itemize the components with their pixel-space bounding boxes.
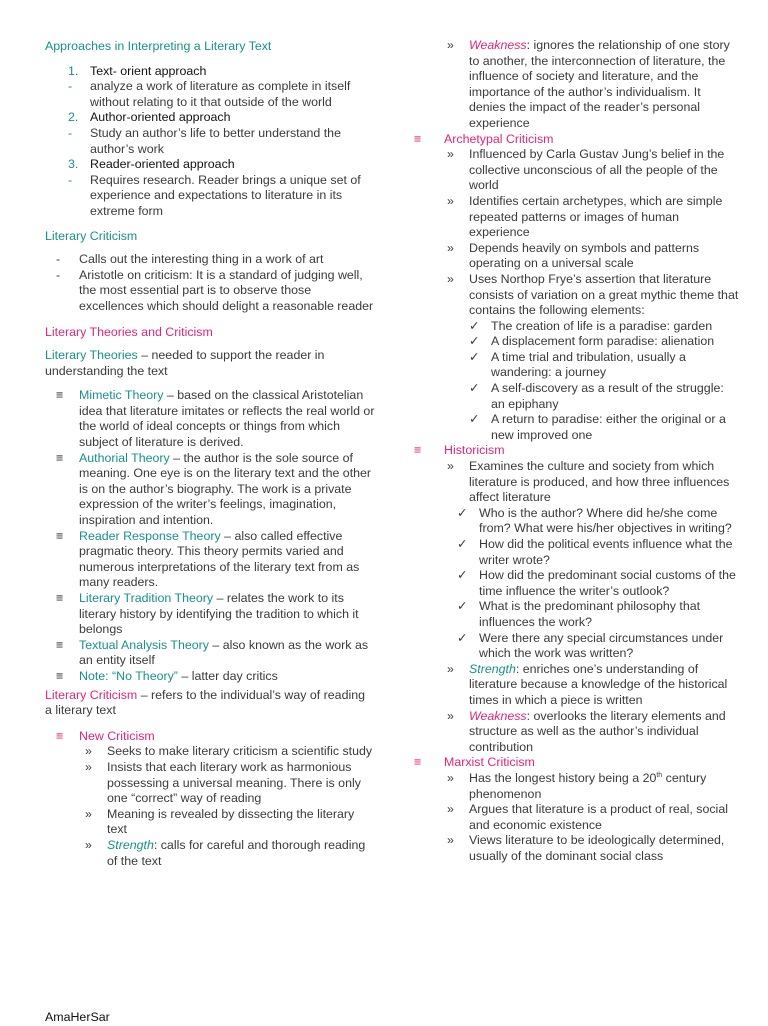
criticism-term: Literary Criticism <box>45 687 138 702</box>
approach-desc: Study an author’s life to better understand the author’s work <box>90 125 341 156</box>
check-item <box>457 631 740 662</box>
dash-marker: - <box>68 125 73 140</box>
theory-name: Reader Response Theory <box>79 528 221 543</box>
square-bullet-icon: ≡ <box>56 637 64 652</box>
check-item-text: A self-discovery as a result of the struggle: an epiphany <box>491 381 724 411</box>
check-icon: ✓ <box>457 568 468 583</box>
list-number: 2. <box>68 110 79 125</box>
theory-name: Mimetic Theory <box>79 388 164 403</box>
raquo-marker: » <box>447 833 454 848</box>
marxist-heading: Marxist Criticism <box>444 755 535 770</box>
literary-criticism-heading: Literary Criticism <box>45 228 138 243</box>
approach-desc-3 <box>68 173 375 220</box>
marxist-section <box>410 755 740 864</box>
list-item-text: Argues that literature is a product of real, social and economic existence <box>469 802 728 832</box>
list-item <box>447 833 740 864</box>
theory-item <box>56 638 375 669</box>
square-bullet-icon: ≡ <box>56 528 64 543</box>
raquo-marker: » <box>447 770 454 785</box>
check-item <box>457 568 740 599</box>
list-item <box>447 147 740 194</box>
approach-desc: Requires research. Reader brings a unique set of experience and expectations to literature in its extreme form <box>90 172 361 218</box>
check-item <box>469 350 740 381</box>
theory-name: Literary Tradition Theory <box>79 591 214 605</box>
check-item-text: A return to paradise: either the original or a new improved one <box>491 412 726 442</box>
weakness-text: : ignores the relationship of one story to another, the interconnection of literature, the influence of society and literature, and the importance of the author’s individualism. It denies the impact of the reader’s personal experience <box>469 38 730 130</box>
raquo-marker: » <box>447 802 454 817</box>
list-item <box>56 252 375 268</box>
square-bullet-icon: ≡ <box>56 728 64 743</box>
check-item-text: Were there any special circumstances under which the work was written? <box>479 630 724 661</box>
list-item <box>447 662 740 709</box>
list-item-text: Meaning is revealed by dissecting the literary text <box>107 806 355 837</box>
theory-item <box>56 529 375 591</box>
approach-desc-1 <box>68 79 375 110</box>
list-item-text: Identifies certain archetypes, which are simple repeated patterns or images of human experience <box>469 193 723 240</box>
square-bullet-icon: ≡ <box>56 591 64 605</box>
list-item <box>447 38 740 132</box>
list-number: 3. <box>68 157 79 172</box>
strength-text: : calls for careful and thorough reading of the text <box>107 837 366 868</box>
square-bullet-icon: ≡ <box>56 388 64 403</box>
criticism-intro <box>45 688 375 719</box>
strength-label: Strength <box>107 837 154 852</box>
strength-label: Strength <box>469 661 516 676</box>
new-criticism-weakness <box>410 38 740 132</box>
list-item-text: Depends heavily on symbols and patterns operating on a universal scale <box>469 240 700 271</box>
weakness-text: : overlooks the literary elements and structure as well as the author’s individual contribution <box>469 708 726 754</box>
check-icon: ✓ <box>469 349 480 364</box>
historicism-checks <box>447 506 740 662</box>
list-item-text: Aristotle on criticism: It is a standard of judging well, the most essential part is to observe those excellences which should delight a reasonable reader <box>79 267 374 313</box>
approach-title: Reader-oriented approach <box>90 157 235 172</box>
theory-desc: – relates the work to its literary history by identifying the tradition to which it belongs <box>79 591 359 637</box>
left-column <box>45 38 375 869</box>
marxist-item1-post: century phenomenon <box>469 770 707 801</box>
historicism-heading-row <box>410 443 740 459</box>
check-icon: ✓ <box>469 334 480 349</box>
check-icon: ✓ <box>469 318 480 333</box>
square-bullet-icon: ≡ <box>56 450 64 465</box>
list-item <box>85 807 375 838</box>
check-item-text: How did the political events influence what the writer wrote? <box>479 537 733 567</box>
theory-desc: – latter day critics <box>177 668 278 683</box>
list-item <box>447 459 740 506</box>
dash-marker: - <box>68 172 73 187</box>
raquo-marker: » <box>447 271 454 286</box>
new-criticism-section <box>45 729 375 869</box>
check-item-text: Who is the author? Where did he/she come from? What were his/her objectives in writing? <box>479 505 732 536</box>
weakness-label: Weakness <box>469 708 527 723</box>
theory-item <box>56 451 375 529</box>
check-item <box>457 506 740 537</box>
marxist-heading-row <box>410 755 740 771</box>
raquo-marker: » <box>447 38 454 52</box>
dash-marker: - <box>68 79 73 94</box>
criticism-intro-text: – refers to the individual’s way of reading a literary text <box>45 687 366 718</box>
theory-name: Textual Analysis Theory <box>79 637 209 652</box>
theory-desc: – the author is the sole source of meaning. One eye is on the literary text and the other is on the author’s biography. The work is a private expression of the writer’s feelings, imagination, inspiration and intention. <box>79 450 372 528</box>
list-item-text: Insists that each literary work as harmonious possessing a universal meaning. There is only one “correct” way of reading <box>107 759 361 806</box>
new-criticism-heading-row <box>56 729 375 745</box>
list-item-text: Views literature to be ideologically determined, usually of the dominant social class <box>469 833 725 863</box>
check-icon: ✓ <box>469 412 480 427</box>
raquo-marker: » <box>447 459 454 474</box>
list-item <box>85 760 375 807</box>
raquo-marker: » <box>85 806 92 821</box>
list-item-text: Influenced by Carla Gustav Jung’s belief in the collective unconscious of all the people of the world <box>469 147 725 193</box>
theories-criticism-heading: Literary Theories and Criticism <box>45 324 213 339</box>
weakness-label: Weakness <box>469 38 527 52</box>
approach-desc-2 <box>68 126 375 157</box>
square-bullet-icon: ≡ <box>414 443 422 458</box>
list-item <box>447 194 740 241</box>
new-criticism-heading: New Criticism <box>79 728 155 743</box>
strength-text: : enriches one’s understanding of literature because a knowledge of the historical times in which a piece is written <box>469 661 728 707</box>
theories-list <box>45 388 375 684</box>
archetypal-checks <box>447 319 740 444</box>
footer-author: AmaHerSar <box>45 1010 110 1024</box>
raquo-marker: » <box>447 193 454 208</box>
raquo-marker: » <box>85 759 92 774</box>
approach-desc: analyze a work of literature as complete in itself without relating to it that outside of the world <box>90 79 351 109</box>
theories-intro-text: – needed to support the reader in understanding the text <box>45 348 325 378</box>
theory-desc: – also known as the work as an entity itself <box>79 637 369 668</box>
theory-name: Authorial Theory <box>79 450 170 465</box>
check-item-text: How did the predominant social customs of the time influence the writer’s outlook? <box>479 568 736 598</box>
raquo-marker: » <box>447 661 454 676</box>
raquo-marker: » <box>447 147 454 162</box>
superscript: th <box>656 771 663 779</box>
approach-title: Text- orient approach <box>90 63 207 78</box>
approach-item-3 <box>68 157 375 173</box>
list-item-text: Calls out the interesting thing in a work of art <box>79 252 324 267</box>
approaches-heading: Approaches in Interpreting a Literary Text <box>45 39 272 53</box>
check-item <box>469 412 740 443</box>
square-bullet-icon: ≡ <box>414 131 422 146</box>
check-item-text: The creation of life is a paradise: garden <box>491 318 713 333</box>
check-item <box>457 537 740 568</box>
approach-title: Author-oriented approach <box>90 110 231 125</box>
check-item <box>469 334 740 350</box>
theory-item <box>56 669 375 685</box>
theory-item <box>56 388 375 450</box>
check-icon: ✓ <box>469 381 480 396</box>
marxist-item1-pre: Has the longest history being a 20 <box>469 770 657 785</box>
check-item <box>457 599 740 630</box>
check-icon: ✓ <box>457 630 468 645</box>
list-item <box>447 802 740 833</box>
check-item-text: A time trial and tribulation, usually a wandering: a journey <box>491 349 686 380</box>
check-icon: ✓ <box>457 505 468 520</box>
list-item-text: Uses Northop Frye’s assertion that literature consists of variation on a great mythic theme that contains the following elements: <box>469 271 739 318</box>
archetypal-heading: Archetypal Criticism <box>444 131 554 146</box>
approaches-list <box>45 64 375 220</box>
literary-criticism-list <box>45 252 375 314</box>
theory-desc: – based on the classical Aristotelian idea that literature imitates or reflects the real world or the world of ideal concepts or things from which subject of literature is derived. <box>79 388 375 450</box>
right-column <box>410 38 740 864</box>
theory-desc: – also called effective pragmatic theory. This theory permits varied and numerous interpretations of the literary text from as many readers. <box>79 528 360 590</box>
marxist-items <box>410 771 740 865</box>
list-number: 1. <box>68 63 79 78</box>
list-item <box>85 744 375 760</box>
square-bullet-icon: ≡ <box>56 668 64 683</box>
list-item <box>447 241 740 272</box>
list-item <box>447 272 740 319</box>
check-icon: ✓ <box>457 599 468 614</box>
list-item <box>447 771 740 802</box>
new-criticism-items <box>56 744 375 869</box>
list-item-text: Examines the culture and society from which literature is produced, and how three influences affect literature <box>469 459 730 505</box>
historicism-heading: Historicism <box>444 443 505 458</box>
square-bullet-icon: ≡ <box>414 755 422 770</box>
check-item <box>469 381 740 412</box>
list-item <box>85 838 375 869</box>
dash-marker: - <box>56 252 61 267</box>
theory-name: Note: “No Theory” <box>79 668 178 683</box>
check-item-text: A displacement form paradise: alienation <box>491 334 715 349</box>
historicism-section <box>410 443 740 755</box>
dash-marker: - <box>56 267 61 282</box>
archetypal-section <box>410 132 740 444</box>
check-icon: ✓ <box>457 537 468 551</box>
historicism-items <box>410 459 740 755</box>
archetypal-heading-row <box>410 132 740 148</box>
archetypal-items <box>410 147 740 443</box>
theories-term: Literary Theories <box>45 348 138 363</box>
theory-item <box>56 591 375 638</box>
list-item-text: Seeks to make literary criticism a scientific study <box>107 744 373 759</box>
check-item <box>469 319 740 335</box>
raquo-marker: » <box>447 240 454 255</box>
raquo-marker: » <box>85 744 92 759</box>
raquo-marker: » <box>85 837 92 852</box>
theories-intro <box>45 348 375 379</box>
check-item-text: What is the predominant philosophy that influences the work? <box>479 599 701 629</box>
raquo-marker: » <box>447 708 454 723</box>
approach-item-1 <box>68 64 375 80</box>
list-item <box>56 268 375 315</box>
approach-item-2 <box>68 110 375 126</box>
list-item <box>447 709 740 756</box>
